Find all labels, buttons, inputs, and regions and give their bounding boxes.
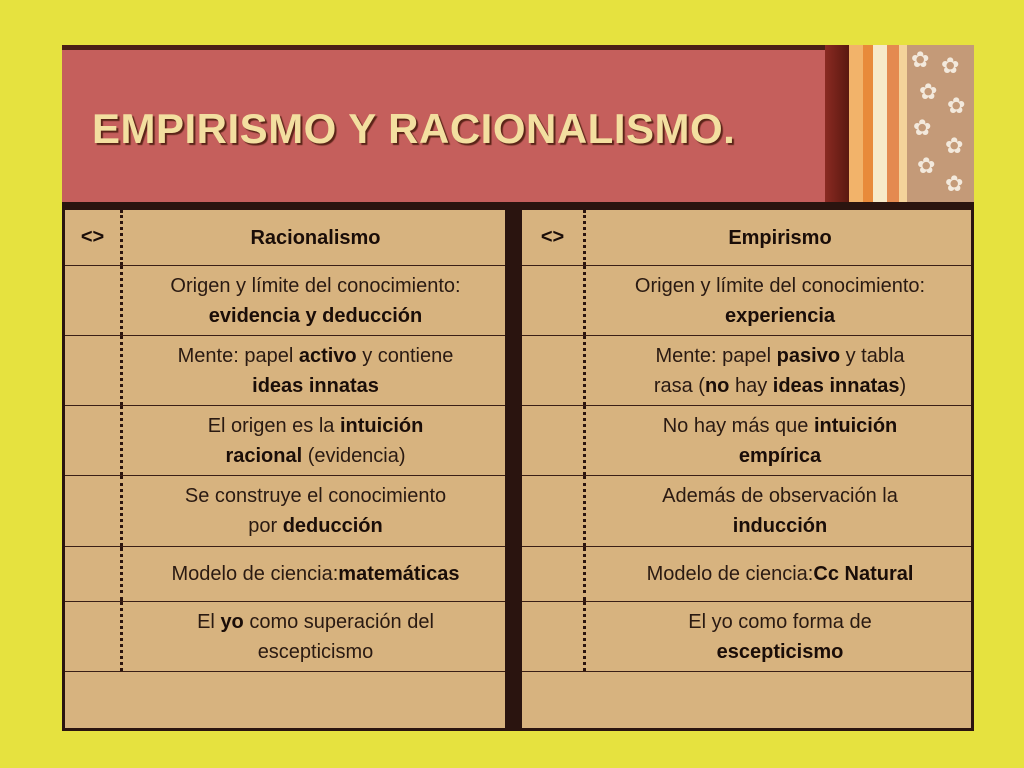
flower-pattern-icon: ✿ [913, 115, 932, 140]
text: por [248, 515, 283, 537]
text: hay [729, 374, 773, 397]
slide-title: EMPIRISMO Y RACIONALISMO. [92, 105, 736, 152]
empirismo-table [519, 207, 974, 731]
table-row [522, 336, 971, 406]
table-cell [126, 266, 505, 335]
table-cell [126, 406, 505, 475]
bold-text: inducción [732, 515, 828, 537]
table-row [522, 547, 971, 602]
flower-pattern-icon: ✿ [945, 171, 964, 196]
table-row [522, 406, 971, 476]
table-row [65, 547, 505, 602]
cell-content [654, 341, 906, 401]
bold-text: deducción [282, 515, 383, 537]
text: Origen y límite del conocimiento: [170, 274, 461, 297]
deco-stripe [873, 45, 887, 202]
text: como superación del [243, 610, 434, 633]
text: y contiene [356, 344, 454, 367]
bold-text: experiencia [724, 304, 836, 327]
table-cell [126, 476, 505, 546]
marker-cell: <> [65, 210, 123, 265]
text: Modelo de ciencia: [171, 563, 339, 585]
bold-text: Cc Natural [813, 563, 914, 585]
flower-pattern-icon: ✿ [911, 47, 930, 72]
text: Mente: papel [655, 344, 777, 367]
slide [62, 45, 974, 731]
text: Se construye el conocimiento [184, 485, 447, 507]
table-header-row [522, 210, 971, 266]
bold-text: evidencia y deducción [208, 304, 423, 327]
text: El [197, 610, 221, 633]
deco-stripe [849, 45, 863, 202]
marker-cell-empty [65, 547, 123, 601]
text: Origen y límite del conocimiento: [634, 274, 926, 297]
text: No hay más que [662, 414, 814, 437]
banner-shadow [825, 45, 849, 202]
marker-cell-empty [65, 476, 123, 546]
table-row [522, 476, 971, 547]
bold-text: ideas innatas [772, 374, 900, 397]
cell-content [662, 481, 898, 541]
marker-cell-empty [522, 602, 586, 671]
table-cell [589, 602, 971, 671]
bold-text: yo [220, 610, 244, 633]
bold-text: empírica [738, 444, 822, 467]
column-header: Racionalismo [250, 226, 381, 249]
table-row [65, 602, 505, 672]
table-row [522, 266, 971, 336]
racionalismo-table [62, 207, 508, 731]
deco-stripe [887, 45, 899, 202]
cell-content [172, 559, 460, 589]
bold-text: intuición [813, 414, 898, 437]
table-row [65, 406, 505, 476]
flower-pattern-icon: ✿ [919, 79, 938, 104]
flower-pattern-icon: ✿ [917, 153, 936, 178]
table-row [65, 476, 505, 547]
text: Además de observación la [662, 485, 898, 507]
text: escepticismo [257, 640, 374, 663]
text: El yo como forma de [688, 610, 872, 633]
text: Modelo de ciencia: [646, 563, 814, 585]
text: y tabla [840, 344, 905, 367]
bold-text: escepticismo [716, 640, 844, 663]
cell-content [663, 411, 898, 471]
marker-cell-empty [522, 406, 586, 475]
cell-content [178, 341, 454, 401]
marker-cell-empty [65, 336, 123, 405]
cell-content [208, 411, 424, 471]
cell-content [688, 607, 871, 667]
marker-cell-empty [522, 547, 586, 601]
cell-content [197, 607, 434, 667]
text: El origen es la [207, 414, 340, 437]
table-cell [589, 266, 971, 335]
table-cell [589, 406, 971, 475]
cell-content [170, 271, 460, 331]
marker-cell-empty [522, 476, 586, 546]
column-header: Empirismo [728, 226, 832, 249]
table-header-row [65, 210, 505, 266]
table-cell [126, 336, 505, 405]
marker-cell-empty [65, 602, 123, 671]
table-cell [126, 547, 505, 601]
bold-text: no [704, 374, 730, 397]
cell-content [185, 481, 446, 541]
marker-cell-empty [522, 266, 586, 335]
bold-text: intuición [339, 414, 424, 437]
table-cell [589, 336, 971, 405]
deco-stripe [863, 45, 873, 202]
flower-pattern-icon: ✿ [945, 133, 964, 158]
bold-text: ideas innatas [252, 374, 379, 397]
text: rasa ( [653, 374, 705, 397]
table-cell [589, 476, 971, 546]
flower-pattern-icon: ✿ [941, 53, 960, 78]
table-row [522, 602, 971, 672]
marker-cell: <> [522, 210, 586, 265]
table-cell [126, 602, 505, 671]
table-cell [589, 547, 971, 601]
flower-pattern-icon: ✿ [947, 93, 966, 118]
table-row [65, 266, 505, 336]
bold-text: pasivo [776, 344, 841, 367]
bold-text: matemáticas [338, 563, 460, 585]
bold-text: activo [298, 344, 357, 367]
decorative-panel [849, 45, 974, 202]
text: ) [899, 374, 907, 397]
text: Mente: papel [177, 344, 299, 367]
cell-content [635, 271, 925, 331]
table-row [65, 336, 505, 406]
marker-cell-empty [65, 266, 123, 335]
cell-content [647, 559, 914, 589]
deco-stripe [899, 45, 907, 202]
marker-cell-empty [65, 406, 123, 475]
text: (evidencia) [302, 444, 406, 467]
marker-cell-empty [522, 336, 586, 405]
bold-text: racional [225, 444, 303, 467]
